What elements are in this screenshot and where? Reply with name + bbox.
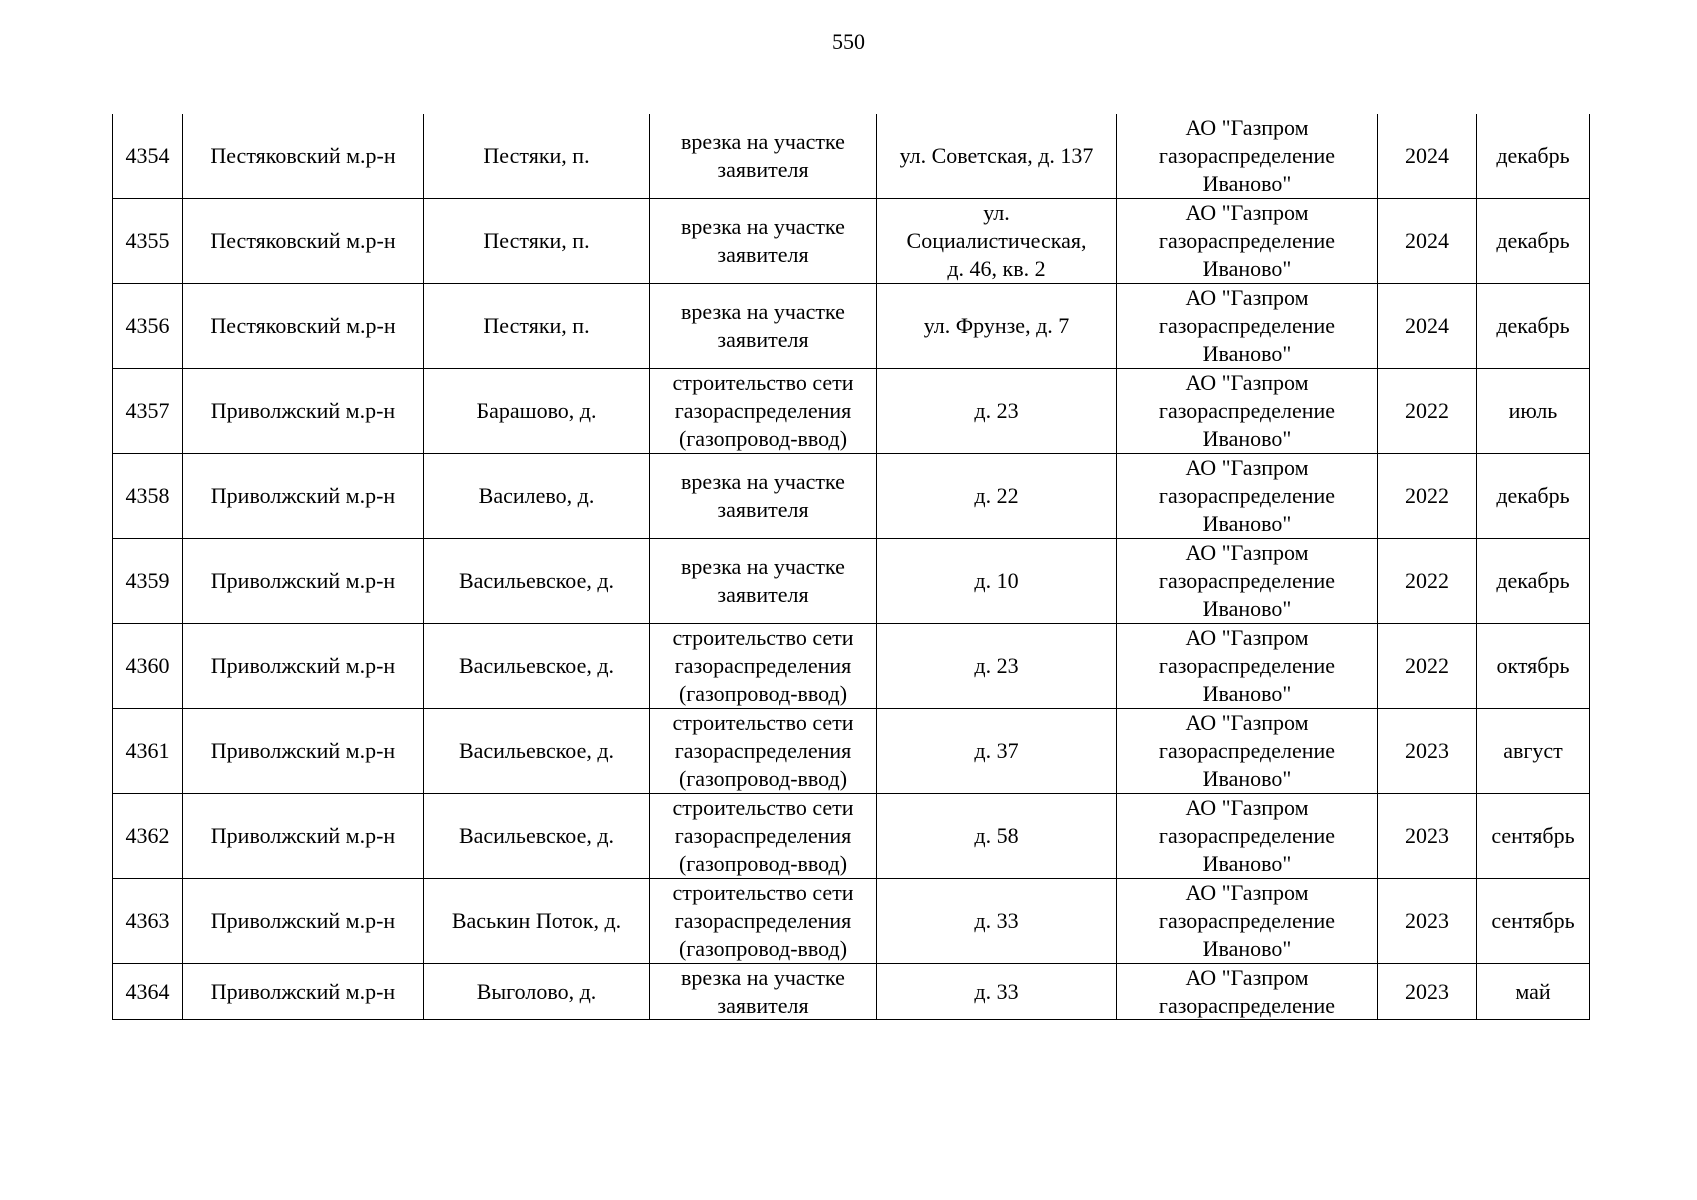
cell-month: декабрь bbox=[1477, 539, 1590, 624]
cell-number: 4358 bbox=[113, 454, 183, 539]
table-row bbox=[113, 114, 1590, 199]
cell-number bbox=[113, 964, 183, 1020]
cell-year: 2024 bbox=[1378, 114, 1477, 199]
cell-year: 2022 bbox=[1378, 454, 1477, 539]
cell-locality: Васильевское, д. bbox=[424, 539, 650, 624]
cell-district: Приволжский м.р-н bbox=[183, 624, 424, 709]
cell-work-type: строительство сети газораспределения (газопровод-ввод) bbox=[650, 794, 877, 879]
cell-number: 4359 bbox=[113, 539, 183, 624]
cell-address: д. 23 bbox=[877, 624, 1117, 709]
cell-organization: АО "Газпром газораспределение Иваново" bbox=[1117, 114, 1378, 199]
cell-district: Пестяковский м.р-н bbox=[183, 284, 424, 369]
cell-number: 4361 bbox=[113, 709, 183, 794]
cell-year: 2024 bbox=[1378, 284, 1477, 369]
cell-number: 4362 bbox=[113, 794, 183, 879]
page-number: 550 bbox=[832, 29, 865, 54]
cell-address: д. 22 bbox=[877, 454, 1117, 539]
cell-number-text: 4364 bbox=[125, 978, 170, 1004]
cell-address: д. 33 bbox=[877, 879, 1117, 964]
cell-work-type-text: врезка на участке заявителя bbox=[681, 965, 845, 1018]
cell-number: 4356 bbox=[113, 284, 183, 369]
cell-district: Приволжский м.р-н bbox=[183, 454, 424, 539]
cell-district: Приволжский м.р-н bbox=[183, 709, 424, 794]
cell-organization: АО "Газпром газораспределение Иваново" bbox=[1117, 879, 1378, 964]
cell-work-type bbox=[650, 964, 877, 1020]
cell-organization: АО "Газпром газораспределение Иваново" bbox=[1117, 709, 1378, 794]
cell-locality: Василево, д. bbox=[424, 454, 650, 539]
cell-number: 4363 bbox=[113, 879, 183, 964]
cell-work-type: врезка на участке заявителя bbox=[650, 454, 877, 539]
table-row bbox=[113, 879, 1590, 964]
table-row bbox=[113, 794, 1590, 879]
cell-work-type: строительство сети газораспределения (газопровод-ввод) bbox=[650, 624, 877, 709]
cell-month: декабрь bbox=[1477, 199, 1590, 284]
cell-month: декабрь bbox=[1477, 284, 1590, 369]
cell-address: д. 10 bbox=[877, 539, 1117, 624]
cell-locality: Пестяки, п. bbox=[424, 114, 650, 199]
cell-organization: АО "Газпром газораспределение Иваново" bbox=[1117, 454, 1378, 539]
cell-address bbox=[877, 964, 1117, 1020]
cell-month: октябрь bbox=[1477, 624, 1590, 709]
cell-address-text: д. 33 bbox=[974, 978, 1019, 1004]
cell-year-text: 2023 bbox=[1405, 978, 1449, 1004]
cell-work-type: врезка на участке заявителя bbox=[650, 284, 877, 369]
cell-address: д. 58 bbox=[877, 794, 1117, 879]
cell-month-text: май bbox=[1515, 978, 1551, 1004]
cell-district bbox=[183, 964, 424, 1020]
cell-district: Приволжский м.р-н bbox=[183, 369, 424, 454]
cell-organization-text: АО "Газпром газораспределение bbox=[1158, 965, 1336, 1018]
gasification-table bbox=[112, 114, 1590, 1020]
cell-organization: АО "Газпром газораспределение Иваново" bbox=[1117, 199, 1378, 284]
table-row bbox=[113, 284, 1590, 369]
cell-organization bbox=[1117, 964, 1378, 1020]
cell-work-type: врезка на участке заявителя bbox=[650, 539, 877, 624]
cell-number: 4354 bbox=[113, 114, 183, 199]
cell-year: 2022 bbox=[1378, 539, 1477, 624]
cell-district: Приволжский м.р-н bbox=[183, 794, 424, 879]
cell-locality: Васькин Поток, д. bbox=[424, 879, 650, 964]
cell-year: 2022 bbox=[1378, 624, 1477, 709]
table-row bbox=[113, 624, 1590, 709]
cell-month: декабрь bbox=[1477, 114, 1590, 199]
cell-district: Приволжский м.р-н bbox=[183, 539, 424, 624]
cell-locality: Пестяки, п. bbox=[424, 199, 650, 284]
table-row bbox=[113, 199, 1590, 284]
cell-district: Пестяковский м.р-н bbox=[183, 199, 424, 284]
cell-year: 2023 bbox=[1378, 709, 1477, 794]
cell-month: август bbox=[1477, 709, 1590, 794]
table-row bbox=[113, 369, 1590, 454]
cell-work-type: строительство сети газораспределения (газопровод-ввод) bbox=[650, 369, 877, 454]
cell-address: ул. Социалистическая, д. 46, кв. 2 bbox=[877, 199, 1117, 284]
cell-locality: Барашово, д. bbox=[424, 369, 650, 454]
table-row bbox=[113, 454, 1590, 539]
cell-work-type: врезка на участке заявителя bbox=[650, 199, 877, 284]
cell-locality bbox=[424, 964, 650, 1020]
cell-locality: Васильевское, д. bbox=[424, 709, 650, 794]
cell-year: 2023 bbox=[1378, 794, 1477, 879]
cell-work-type: строительство сети газораспределения (газопровод-ввод) bbox=[650, 709, 877, 794]
cell-year: 2023 bbox=[1378, 879, 1477, 964]
cell-address: ул. Фрунзе, д. 7 bbox=[877, 284, 1117, 369]
cell-number: 4355 bbox=[113, 199, 183, 284]
table-body bbox=[113, 114, 1590, 1020]
cell-address: д. 23 bbox=[877, 369, 1117, 454]
cell-month: декабрь bbox=[1477, 454, 1590, 539]
cell-work-type: врезка на участке заявителя bbox=[650, 114, 877, 199]
cell-organization: АО "Газпром газораспределение Иваново" bbox=[1117, 284, 1378, 369]
cell-year bbox=[1378, 964, 1477, 1020]
cell-organization: АО "Газпром газораспределение Иваново" bbox=[1117, 624, 1378, 709]
cell-organization: АО "Газпром газораспределение Иваново" bbox=[1117, 794, 1378, 879]
cell-district-text: Приволжский м.р-н bbox=[210, 978, 396, 1004]
cell-number: 4360 bbox=[113, 624, 183, 709]
cell-month: сентябрь bbox=[1477, 879, 1590, 964]
cell-locality: Васильевское, д. bbox=[424, 624, 650, 709]
cell-district: Пестяковский м.р-н bbox=[183, 114, 424, 199]
cell-year: 2022 bbox=[1378, 369, 1477, 454]
cell-locality-text: Выголово, д. bbox=[476, 978, 597, 1004]
cell-locality: Пестяки, п. bbox=[424, 284, 650, 369]
cell-district: Приволжский м.р-н bbox=[183, 879, 424, 964]
cell-address: ул. Советская, д. 137 bbox=[877, 114, 1117, 199]
cell-locality: Васильевское, д. bbox=[424, 794, 650, 879]
cell-month: сентябрь bbox=[1477, 794, 1590, 879]
table-row bbox=[113, 539, 1590, 624]
cell-organization: АО "Газпром газораспределение Иваново" bbox=[1117, 369, 1378, 454]
table-row bbox=[113, 709, 1590, 794]
cell-month: июль bbox=[1477, 369, 1590, 454]
cell-number: 4357 bbox=[113, 369, 183, 454]
cell-month bbox=[1477, 964, 1590, 1020]
cell-year: 2024 bbox=[1378, 199, 1477, 284]
table-row bbox=[113, 964, 1590, 1020]
cell-work-type: строительство сети газораспределения (газопровод-ввод) bbox=[650, 879, 877, 964]
cell-address: д. 37 bbox=[877, 709, 1117, 794]
cell-organization: АО "Газпром газораспределение Иваново" bbox=[1117, 539, 1378, 624]
